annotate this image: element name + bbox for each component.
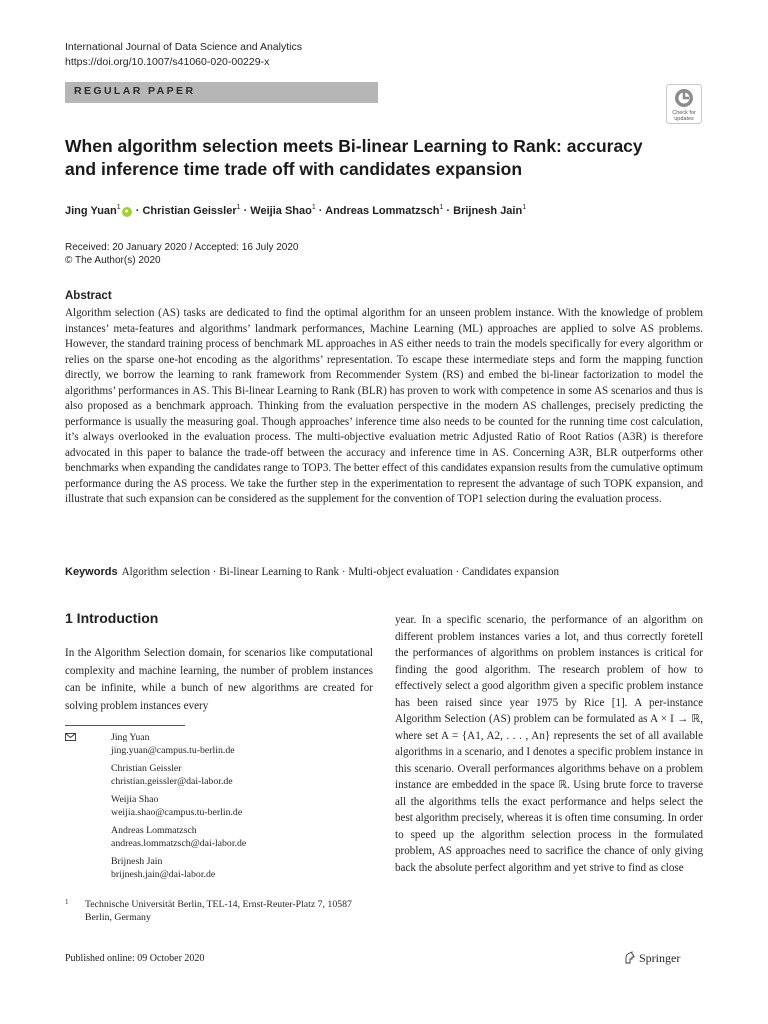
affiliation — [65, 898, 370, 924]
springer-horse-icon — [623, 951, 636, 964]
keywords — [65, 566, 725, 578]
author-separator: · — [443, 205, 454, 217]
article-type-banner — [65, 82, 378, 103]
affiliation-text: Technische Universität Berlin, TEL-14, Ernst-Reuter-Platz 7, 10587 Berlin, Germany — [85, 899, 352, 923]
paper-title: When algorithm selection meets Bi-linear Learning to Rank: accuracy and inference time trade off with candidates expansion — [65, 136, 643, 179]
journal-header — [65, 40, 302, 70]
contact-name: Jing Yuan — [111, 732, 150, 743]
author-affiliation-sup: 1 — [236, 204, 241, 211]
article-type-label: REGULAR PAPER — [74, 85, 196, 97]
author-name[interactable]: Weijia Shao — [250, 205, 312, 217]
author-separator: · — [240, 205, 251, 217]
author-name[interactable]: Brijnesh Jain — [453, 205, 523, 217]
abstract-text: Algorithm selection (AS) tasks are dedicated to find the optimal algorithm for an unseen problem instance. With the knowledge of problem instances’ meta-features and algorithms’ landmark performances, Machine Learning (ML) approaches are applied to solve AS problems. However, the standard training process of benchmark ML approaches in AS either needs to train the models specifically for every algorithm or relies on the sparse one-hot encoding as the algorithms’ representation. To escape these intermediate steps and form the mapping function directly, we borrow the learning to rank framework from Recommender System (RS) and embed the bi-linear factorization to model the algorithms’ performances in AS. This Bi-linear Learning to Rank (BLR) has proven to work with competence in some AS scenarios and thus is also proposed as a benchmark approach. Thinking from the evaluation perspective in the modern AS challenges, precisely predicting the performance is usually the measuring goal. Though approaches’ inference time also needs to be counted for the running time cost calculation, it’s always overlooked in the evaluation process. The multi-objective evaluation metric Adjusted Ratio of Root Ratios (A3R) is therefore advocated in this paper to balance the trade-off between the accuracy and inference time in AS. Concerning A3R, BLR outperforms other benchmarks when expanding the candidates range to TOP3. The better effect of this candidates expansion results from the cumulative optimum performance during the AS process. We take the further step in the experimentation to represent the advantage of such TOPK expansion, and illustrate that such expansion can be considered as the supplement for the convention of TOP1 selection during the evaluation process. — [65, 307, 703, 505]
author-list — [65, 204, 526, 217]
author-affiliation-sup: 1 — [116, 204, 121, 211]
contact-email[interactable]: brijnesh.jain@dai-labor.de — [111, 868, 216, 880]
contact-name: Brijnesh Jain — [111, 856, 163, 867]
orcid-icon[interactable]: ● — [122, 207, 132, 217]
contact-entry — [111, 825, 365, 850]
contact-email[interactable]: jing.yuan@campus.tu-berlin.de — [111, 744, 235, 756]
contact-name: Christian Geissler — [111, 763, 182, 774]
right-column-text — [395, 612, 703, 876]
affiliation-number: 1 — [65, 898, 69, 906]
received-accepted: Received: 20 January 2020 / Accepted: 16 July 2020 — [65, 242, 299, 253]
contact-email[interactable]: weijia.shao@campus.tu-berlin.de — [111, 806, 243, 818]
keywords-label: Keywords — [65, 566, 118, 578]
author-name[interactable]: Jing Yuan — [65, 205, 117, 217]
contact-entry — [111, 732, 365, 757]
publication-dates — [65, 241, 299, 267]
author-name[interactable]: Andreas Lommatzsch — [325, 205, 440, 217]
check-updates-line2: updates — [674, 116, 694, 122]
intro-paragraph-2: year. In a specific scenario, the performance of an algorithm on different problem instances varies a lot, and thus correctly foretell the performances of algorithms on problem instances is critical for finding the good algorithm. The research problem of how to effectively select a good algorithm given a specific problem instance has been raised since year 1975 by Rice [1]. A per-instance Algorithm Selection (AS) problem can be formulated as A × I → ℝ, where set A = {A1, A2, . . . , An} represents the set of all available algorithms in a scenario, and I denotes a specific problem instance in this scenario. Overall performances algorithms behave on a problem instance are embedded in the space ℝ. Using brute force to traverse all the algorithms tells the exact performance and helps select the best algorithm precisely, whereas it is often time consuming. In order to speed up the algorithm selection process in the formulated problem, AS approaches need to sacrifice the chance of only giving back the absolute perfect algorithm and yet strive to find as close — [395, 614, 703, 874]
check-updates-icon — [666, 84, 702, 124]
check-updates-line1: Check for — [672, 110, 696, 116]
mail-icon — [65, 733, 76, 741]
contact-name: Andreas Lommatzsch — [111, 825, 197, 836]
contact-entry — [111, 763, 365, 788]
author-separator: · — [315, 205, 326, 217]
publisher-name: Springer — [639, 951, 681, 965]
contact-email[interactable]: andreas.lommatzsch@dai-labor.de — [111, 837, 247, 849]
corresponding-authors — [65, 732, 365, 887]
left-column-text — [65, 645, 373, 715]
published-online: Published online: 09 October 2020 — [65, 953, 205, 964]
contact-entry — [111, 856, 365, 881]
journal-name: International Journal of Data Science and Analytics — [65, 41, 302, 53]
contact-name: Weijia Shao — [111, 794, 159, 805]
author-separator: · — [132, 205, 143, 217]
intro-paragraph-1: In the Algorithm Selection domain, for scenarios like computational complexity and machine learning, the number of problem instances can be infinite, while a bunch of new algorithms are created for solving problem instances every — [65, 647, 373, 712]
author-affiliation-sup: 1 — [439, 204, 444, 211]
doi-link[interactable]: https://doi.org/10.1007/s41060-020-00229-x — [65, 56, 270, 68]
section-heading-introduction: 1 Introduction — [65, 610, 159, 626]
abstract-body — [65, 306, 703, 508]
author-name[interactable]: Christian Geissler — [142, 205, 237, 217]
footnote-divider — [65, 725, 185, 726]
contact-entry — [111, 794, 365, 819]
keywords-text: Algorithm selection · Bi-linear Learning to Rank · Multi-object evaluation · Candidates expansion — [121, 566, 560, 578]
copyright: © The Author(s) 2020 — [65, 255, 161, 266]
abstract-heading: Abstract — [65, 290, 112, 302]
author-affiliation-sup: 1 — [522, 204, 527, 211]
author-affiliation-sup: 1 — [311, 204, 316, 211]
publisher-logo — [623, 951, 680, 966]
contact-email[interactable]: christian.geissler@dai-labor.de — [111, 775, 233, 787]
check-for-updates-badge[interactable] — [666, 84, 702, 124]
